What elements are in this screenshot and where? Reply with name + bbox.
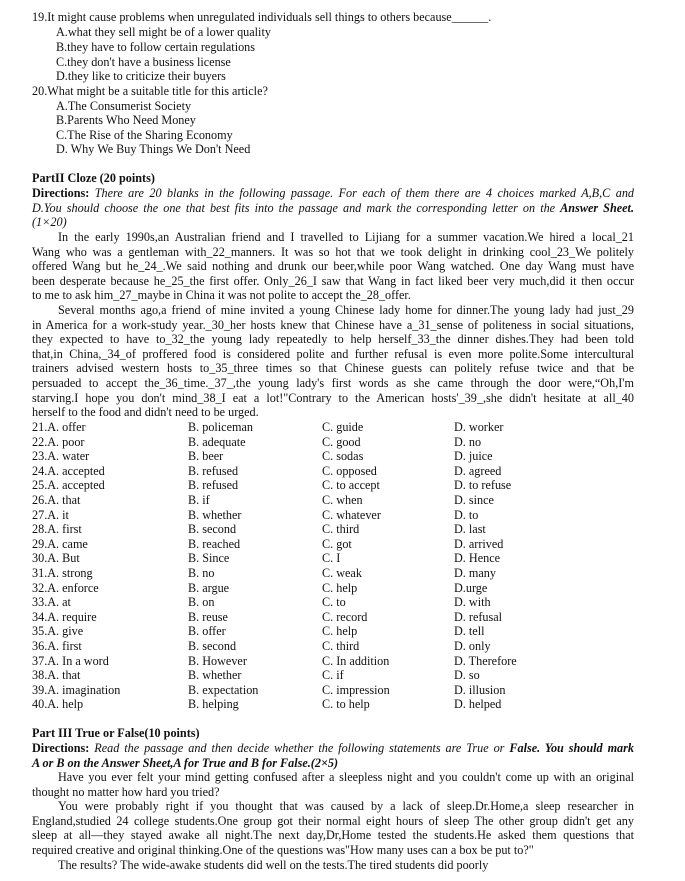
choice-option: 40.A. help: [32, 697, 84, 712]
part2-directions-text-3: (1×20): [32, 215, 67, 230]
choice-option: D. since: [454, 493, 494, 507]
choice-option: B. helping: [188, 697, 239, 712]
choice-option: B. refused: [188, 478, 239, 493]
part3-directions: [32, 741, 634, 770]
passage-line: trainers advised western hosts to_35_three times so that Chinese guests can politely refuse twice and that be: [32, 361, 634, 376]
choice-option: 24.A. accepted: [32, 463, 105, 478]
choice-option: B. second: [188, 522, 237, 537]
question-19-tail: .: [488, 10, 492, 24]
choice-option: C. guide: [322, 420, 364, 434]
choice-option: D. refusal: [454, 609, 503, 624]
choice-option: B. expectation: [188, 682, 259, 697]
choice-option: 31.A. strong: [32, 566, 93, 580]
passage-line: to me to ask him_27_maybe in China it was not polite to accept the_28_offer.: [32, 288, 411, 303]
choice-option: 23.A. water: [32, 449, 90, 464]
choice-option: C. when: [322, 493, 363, 507]
part3-directions-bold-1: False. You should mark: [509, 741, 634, 755]
question-20-option-d: D. Why We Buy Things We Don't Need: [56, 142, 251, 156]
choice-option: 27.A. it: [32, 507, 69, 522]
choice-option: D. illusion: [454, 682, 506, 697]
choice-option: B. reuse: [188, 609, 228, 624]
choice-option: C. to accept: [322, 478, 380, 493]
passage-line: You were probably right if you thought that was caused by a lack of sleep.Dr.Home,a sleep researcher in: [58, 799, 634, 814]
choice-option: B. whether: [188, 668, 242, 683]
part3-directions-text-1: Read the passage and then decide whether the following statements are True or: [94, 741, 505, 755]
part3-heading: Part III True or False(10 points): [32, 726, 200, 740]
choice-option: D. agreed: [454, 463, 502, 478]
question-20-stem: 20.What might be a suitable title for this article?: [32, 84, 268, 98]
choice-option: D. many: [454, 566, 496, 580]
choice-option: B. Since: [188, 551, 230, 566]
choice-option: 28.A. first: [32, 522, 82, 537]
choice-option: 39.A. imagination: [32, 682, 121, 697]
passage-line: offered Wang but he_24_.We said nothing and drunk our beer,while poor Wang watched. One day Wang must have: [32, 259, 634, 274]
question-20-option-c: C.The Rise of the Sharing Economy: [56, 128, 233, 142]
question-20-option-b: B.Parents Who Need Money: [56, 113, 196, 127]
passage-line: they expected to have to_32_the young lady repeatedly to help herself_33_the dinner dishes.They had been told: [32, 332, 634, 347]
question-19-option-a: A.what they sell might be of a lower quality: [56, 25, 271, 39]
question-19-blank: ______: [451, 10, 489, 24]
choice-option: D. to: [454, 507, 479, 522]
choice-option: 33.A. at: [32, 595, 71, 610]
choice-option: 32.A. enforce: [32, 580, 99, 595]
choice-option: C. opposed: [322, 463, 377, 478]
choice-option: B. second: [188, 639, 237, 653]
question-19-option-d: D.they like to criticize their buyers: [56, 69, 226, 83]
choice-option: D. juice: [454, 449, 493, 464]
choice-option: B. on: [188, 595, 215, 610]
passage-line: The results? The wide-awake students did well on the tests.The tired students did poorly: [58, 857, 489, 872]
part2-directions-text-2: D.You should choose the one that best fits into the passage and mark the corresponding letter on the: [32, 200, 556, 215]
passage-line: persuaded to accept the_36_time._37_,the young lady's first words as she came through the door were,“Oh,I'm: [32, 375, 634, 390]
choice-option: D.urge: [454, 580, 488, 595]
choice-option: 36.A. first: [32, 639, 82, 653]
choice-option: D. only: [454, 639, 491, 653]
choice-option: D. helped: [454, 697, 502, 712]
choice-option: 21.A. offer: [32, 420, 86, 434]
choice-option: 29.A. came: [32, 536, 88, 551]
choice-option: B. However: [188, 653, 247, 668]
passage-line: required creative and original thinking.One of the questions was"How many uses can a box be put to?": [32, 842, 534, 857]
choice-option: B. policeman: [188, 420, 253, 434]
choice-option: 35.A. give: [32, 624, 84, 639]
choice-option: C. got: [322, 536, 352, 551]
passage-line: thought no matter how hard you tried?: [32, 784, 220, 799]
choice-option: B. whether: [188, 507, 242, 522]
choice-option: C. third: [322, 639, 360, 653]
choice-option: 34.A. require: [32, 609, 97, 624]
choice-option: B. argue: [188, 580, 230, 595]
question-19-stem: 19.It might cause problems when unregulated individuals sell things to others because: [32, 10, 452, 24]
part3-passage: [32, 770, 634, 872]
choice-option: B. if: [188, 493, 210, 507]
choice-option: B. offer: [188, 624, 226, 639]
part3-directions-bold-2: A or B on the Answer Sheet,A for True and B for False.(2×5): [32, 755, 339, 770]
choice-option: C. help: [322, 580, 358, 595]
passage-line: England,studied 24 college students.One group got their normal eight hours of sleep The other group didn't get any: [32, 813, 634, 828]
passage-line: been desperate because he_25_the first offer. Only_26_I saw that Wang in fact liked beer very much,did it then occur: [32, 273, 634, 288]
passage-line: herself to the food and didn't need to be urged.: [32, 405, 259, 420]
choice-option: C. record: [322, 609, 368, 624]
choice-option: C. impression: [322, 682, 390, 697]
choice-option: 22.A. poor: [32, 434, 85, 449]
part3-directions-label: Directions:: [32, 741, 90, 755]
choice-option: 38.A. that: [32, 668, 81, 683]
choice-option: D. with: [454, 595, 491, 610]
choice-option: C. to: [322, 595, 346, 610]
choice-option: 25.A. accepted: [32, 478, 105, 493]
choice-option: C. whatever: [322, 507, 381, 522]
question-20-option-a: A.The Consumerist Society: [56, 99, 192, 113]
choice-option: 30.A. But: [32, 551, 80, 566]
question-19: [32, 10, 491, 25]
choice-option: B. beer: [188, 449, 224, 464]
part2-directions-label: Directions:: [32, 186, 90, 200]
choice-option: C. third: [322, 522, 360, 537]
question-19-option-b: B.they have to follow certain regulations: [56, 40, 256, 54]
choice-option: C. weak: [322, 566, 362, 580]
choice-option: B. reached: [188, 536, 241, 551]
choice-option: 37.A. In a word: [32, 653, 109, 668]
passage-line: Several months ago,a friend of mine invited a young Chinese lady home for dinner.The young lady had just_29: [58, 302, 634, 317]
choice-option: D. tell: [454, 624, 485, 639]
choice-option: 26.A. that: [32, 493, 81, 507]
passage-line: sleep at all—they stayed awake all night.The next day,Dr,Home tested the students.He asked them questions that: [32, 828, 634, 843]
choice-option: D. worker: [454, 420, 504, 434]
passage-line: starving.I hope you don't mind_38_I eat a lot!"Contrary to the American hosts'_39_,she didn't hesitate at all_40: [32, 390, 634, 405]
passage-line: Have you ever felt your mind getting confused after a sleepless night and you couldn't come up with an original: [58, 770, 634, 784]
part2-heading: PartII Cloze (20 points): [32, 171, 155, 185]
choice-option: D. arrived: [454, 536, 504, 551]
passage-line: Wang who was a gentleman with_22_manners. It was so hot that we took delight in drinking cool_23_We politely: [32, 244, 634, 259]
choice-option: C. sodas: [322, 449, 364, 464]
choice-option: D. Hence: [454, 551, 501, 566]
choice-option: B. adequate: [188, 434, 246, 449]
choice-option: D. no: [454, 434, 482, 449]
choice-option: D. last: [454, 522, 486, 537]
passage-line: that,in China,_34_of proffered food is considered polite and further refusal is even more polite.Some intercultural: [32, 346, 634, 361]
choice-option: C. if: [322, 668, 344, 683]
part2-directions-bold: Answer Sheet.: [560, 200, 634, 215]
part2-passage: [32, 230, 634, 420]
part2-directions: [32, 186, 634, 230]
choice-option: C. help: [322, 624, 358, 639]
choice-option: C. to help: [322, 697, 370, 712]
choice-option: D. to refuse: [454, 478, 512, 493]
part2-directions-text-1: There are 20 blanks in the following passage. For each of them there are 4 choices marked A,B,C and: [94, 186, 635, 200]
choice-option: B. no: [188, 566, 215, 580]
choice-option: D. Therefore: [454, 653, 517, 668]
choice-option: C. good: [322, 434, 361, 449]
choice-option: C. In addition: [322, 653, 390, 668]
choice-option: D. so: [454, 668, 480, 683]
passage-line: in America for a work-study year._30_her hosts knew that Chinese have a_31_sense of politeness in social situations,: [32, 317, 634, 332]
choice-option: B. refused: [188, 463, 239, 478]
question-19-option-c: C.they don't have a business license: [56, 55, 231, 69]
choice-option: C. I: [322, 551, 341, 566]
passage-line: In the early 1990s,an Australian friend and I travelled to Lijiang for a summer vacation.We hired a local_21: [58, 230, 634, 244]
